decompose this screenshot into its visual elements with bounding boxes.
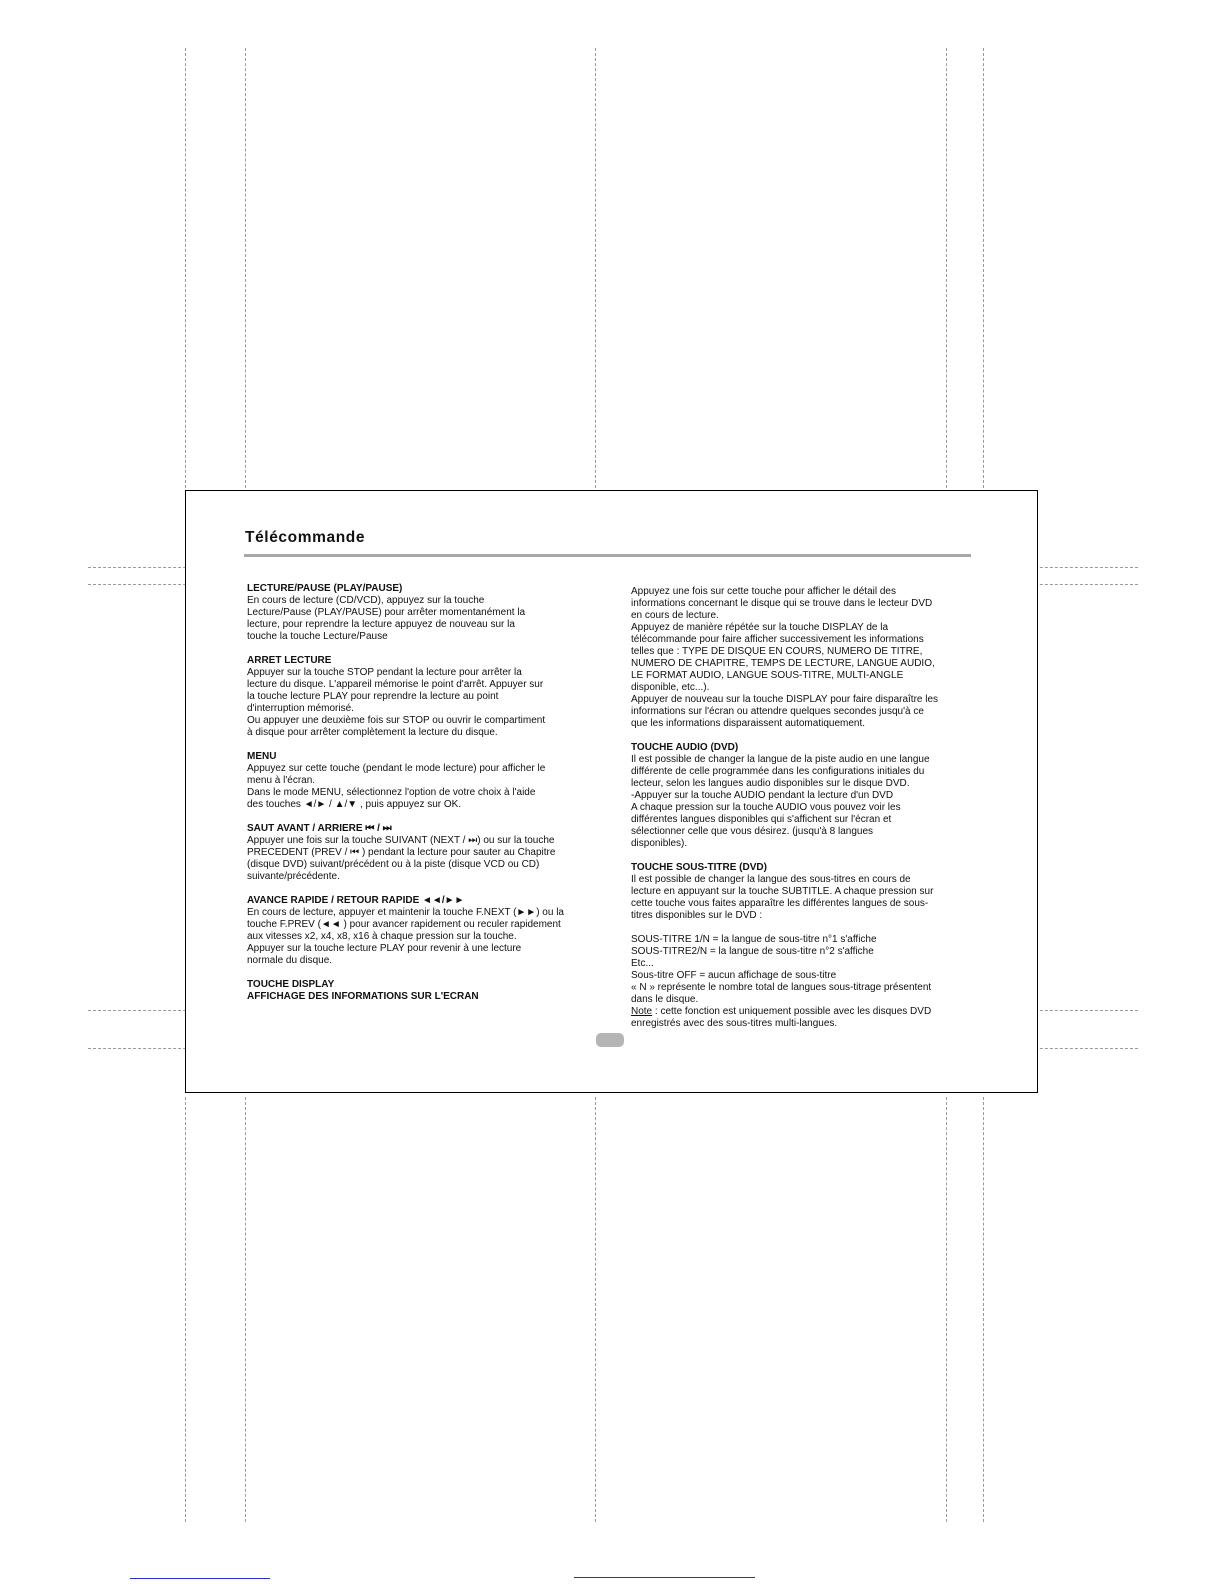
text-line: la touche lecture PLAY pour reprendre la lecture au point [247,691,499,702]
section-heading: TOUCHE AUDIO (DVD) [631,742,739,753]
text-line: en cours de lecture. [631,610,719,621]
link-underline [130,1578,270,1579]
page-number-tab [596,1033,624,1047]
link-underline [574,1577,755,1578]
text-line: Il est possible de changer la langue de la piste audio en une langue [631,754,930,765]
section-saut-avant-arriere [247,823,603,883]
text-line: Dans le mode MENU, sélectionnez l'option de votre choix à l'aide [247,787,536,798]
section-heading: MENU [247,751,277,762]
section-avance-rapide [247,895,603,967]
crop-mark [245,48,246,488]
text-line: Etc... [631,958,654,969]
section-heading: ARRET LECTURE [247,655,332,666]
title-divider [244,554,971,557]
text-line: informations sur l'écran ou attendre quelques secondes jusqu'à ce [631,706,924,717]
right-column [631,586,976,1042]
text-line: En cours de lecture (CD/VCD), appuyez sur la touche [247,595,485,606]
section-touche-sous-titre [631,862,976,1030]
section-arret-lecture [247,655,603,739]
section-subheading: AFFICHAGE DES INFORMATIONS SUR L'ECRAN [247,991,479,1002]
text-line: Appuyer sur la touche lecture PLAY pour revenir à une lecture [247,943,522,954]
text-line: lecture du disque. L'appareil mémorise le point d'arrêt. Appuyer sur [247,679,544,690]
crop-mark [946,1097,947,1522]
text-line: des touches ◄/► / ▲/▼ , puis appuyez sur OK. [247,799,462,810]
text-line: différentes langues disponibles qui s'affichent sur l'écran et [631,814,892,825]
text-line: à disque pour arrêter complètement la lecture du disque. [247,727,498,738]
text-line: SOUS-TITRE2/N = la langue de sous-titre n°2 s'affiche [631,946,874,957]
text-line: informations concernant le disque qui se trouve dans le lecteur DVD [631,598,933,609]
text-line: touche F.PREV (◄◄ ) pour avancer rapidement ou reculer rapidement [247,919,561,930]
text-line: lecture, pour reprendre la lecture appuyez de nouveau sur la [247,619,515,630]
crop-mark [983,48,984,488]
text-line: différente de celle programmée dans les configurations initiales du [631,766,925,777]
text-line: telles que : TYPE DE DISQUE EN COURS, NUMERO DE TITRE, [631,646,923,657]
crop-mark [245,1097,246,1522]
note-label: Note [631,1006,653,1017]
section-heading: LECTURE/PAUSE (PLAY/PAUSE) [247,583,403,594]
text-line: Appuyez de manière répétée sur la touche DISPLAY de la [631,622,889,633]
text-line: suivante/précédente. [247,871,340,882]
text-line: enregistrés avec des sous-titres multi-langues. [631,1018,838,1029]
note-line [631,1006,976,1018]
page-title: Télécommande [245,529,366,546]
section-heading: SAUT AVANT / ARRIERE ⏮ / ⏭ [247,823,392,834]
crop-mark [595,1097,596,1522]
crop-mark [983,1097,984,1522]
text-line: Appuyez sur cette touche (pendant le mode lecture) pour afficher le [247,763,546,774]
section-heading: AVANCE RAPIDE / RETOUR RAPIDE ◄◄/►► [247,895,465,906]
text-line: Il est possible de changer la langue des sous-titres en cours de [631,874,911,885]
text-line: Ou appuyer une deuxième fois sur STOP ou ouvrir le compartiment [247,715,546,726]
text-line: NUMERO DE CHAPITRE, TEMPS DE LECTURE, LANGUE AUDIO, [631,658,935,669]
section-touche-audio [631,742,976,850]
section-display-details [631,586,976,730]
page-frame [185,490,1038,1093]
text-line: Appuyer sur la touche STOP pendant la lecture pour arrêter la [247,667,522,678]
text-line: normale du disque. [247,955,333,966]
text-line: -Appuyer sur la touche AUDIO pendant la lecture d'un DVD [631,790,894,801]
text-line: Sous-titre OFF = aucun affichage de sous-titre [631,970,837,981]
section-heading: TOUCHE DISPLAY [247,979,335,990]
text-line: Appuyez une fois sur cette touche pour afficher le détail des [631,586,896,597]
text-line: lecteur, selon les langues audio disponibles sur le disque DVD. [631,778,910,789]
text-line: Lecture/Pause (PLAY/PAUSE) pour arrêter momentanément la [247,607,526,618]
text-line: Appuyer une fois sur la touche SUIVANT (NEXT / ⏭) ou sur la touche [247,835,555,846]
text-line: lecture en appuyant sur la touche SUBTITLE. A chaque pression sur [631,886,934,897]
text-line: PRECEDENT (PREV / ⏮ ) pendant la lecture pour sauter au Chapitre [247,847,556,858]
section-menu [247,751,603,811]
text-line: que les informations disparaissent automatiquement. [631,718,866,729]
crop-mark [946,48,947,488]
text-line: cette touche vous faites apparaître les différentes langues de sous- [631,898,929,909]
text-line: sélectionner celle que vous désirez. (jusqu'à 8 langues [631,826,874,837]
text-line: dans le disque. [631,994,699,1005]
text-line: disponibles). [631,838,688,849]
text-line: titres disponibles sur le DVD : [631,910,763,921]
text-line: SOUS-TITRE 1/N = la langue de sous-titre n°1 s'affiche [631,934,877,945]
crop-mark [185,48,186,488]
section-touche-display [247,979,603,1003]
text-line: d'interruption mémorisé. [247,703,354,714]
left-column [247,583,603,1015]
text-line: A chaque pression sur la touche AUDIO vous pouvez voir les [631,802,901,813]
text-line: LE FORMAT AUDIO, LANGUE SOUS-TITRE, MULTI-ANGLE [631,670,904,681]
text-line: aux vitesses x2, x4, x8, x16 à chaque pression sur la touche. [247,931,517,942]
text-line: disponible, etc...). [631,682,710,693]
crop-mark [185,1097,186,1522]
text-line: (disque DVD) suivant/précédent ou à la piste (disque VCD ou CD) [247,859,540,870]
text-line: menu à l'écran. [247,775,316,786]
text-line: Appuyer de nouveau sur la touche DISPLAY pour faire disparaître les [631,694,939,705]
crop-mark [595,48,596,488]
text-line: En cours de lecture, appuyer et maintenir la touche F.NEXT (►►) ou la [247,907,564,918]
text-line: touche la touche Lecture/Pause [247,631,388,642]
text-line: « N » représente le nombre total de langues sous-titrage présentent [631,982,932,993]
section-lecture-pause [247,583,603,643]
blank-line [631,922,976,934]
note-text: : cette fonction est uniquement possible avec les disques DVD [652,1006,932,1017]
text-line: télécommande pour faire afficher successivement les informations [631,634,924,645]
section-heading: TOUCHE SOUS-TITRE (DVD) [631,862,767,873]
